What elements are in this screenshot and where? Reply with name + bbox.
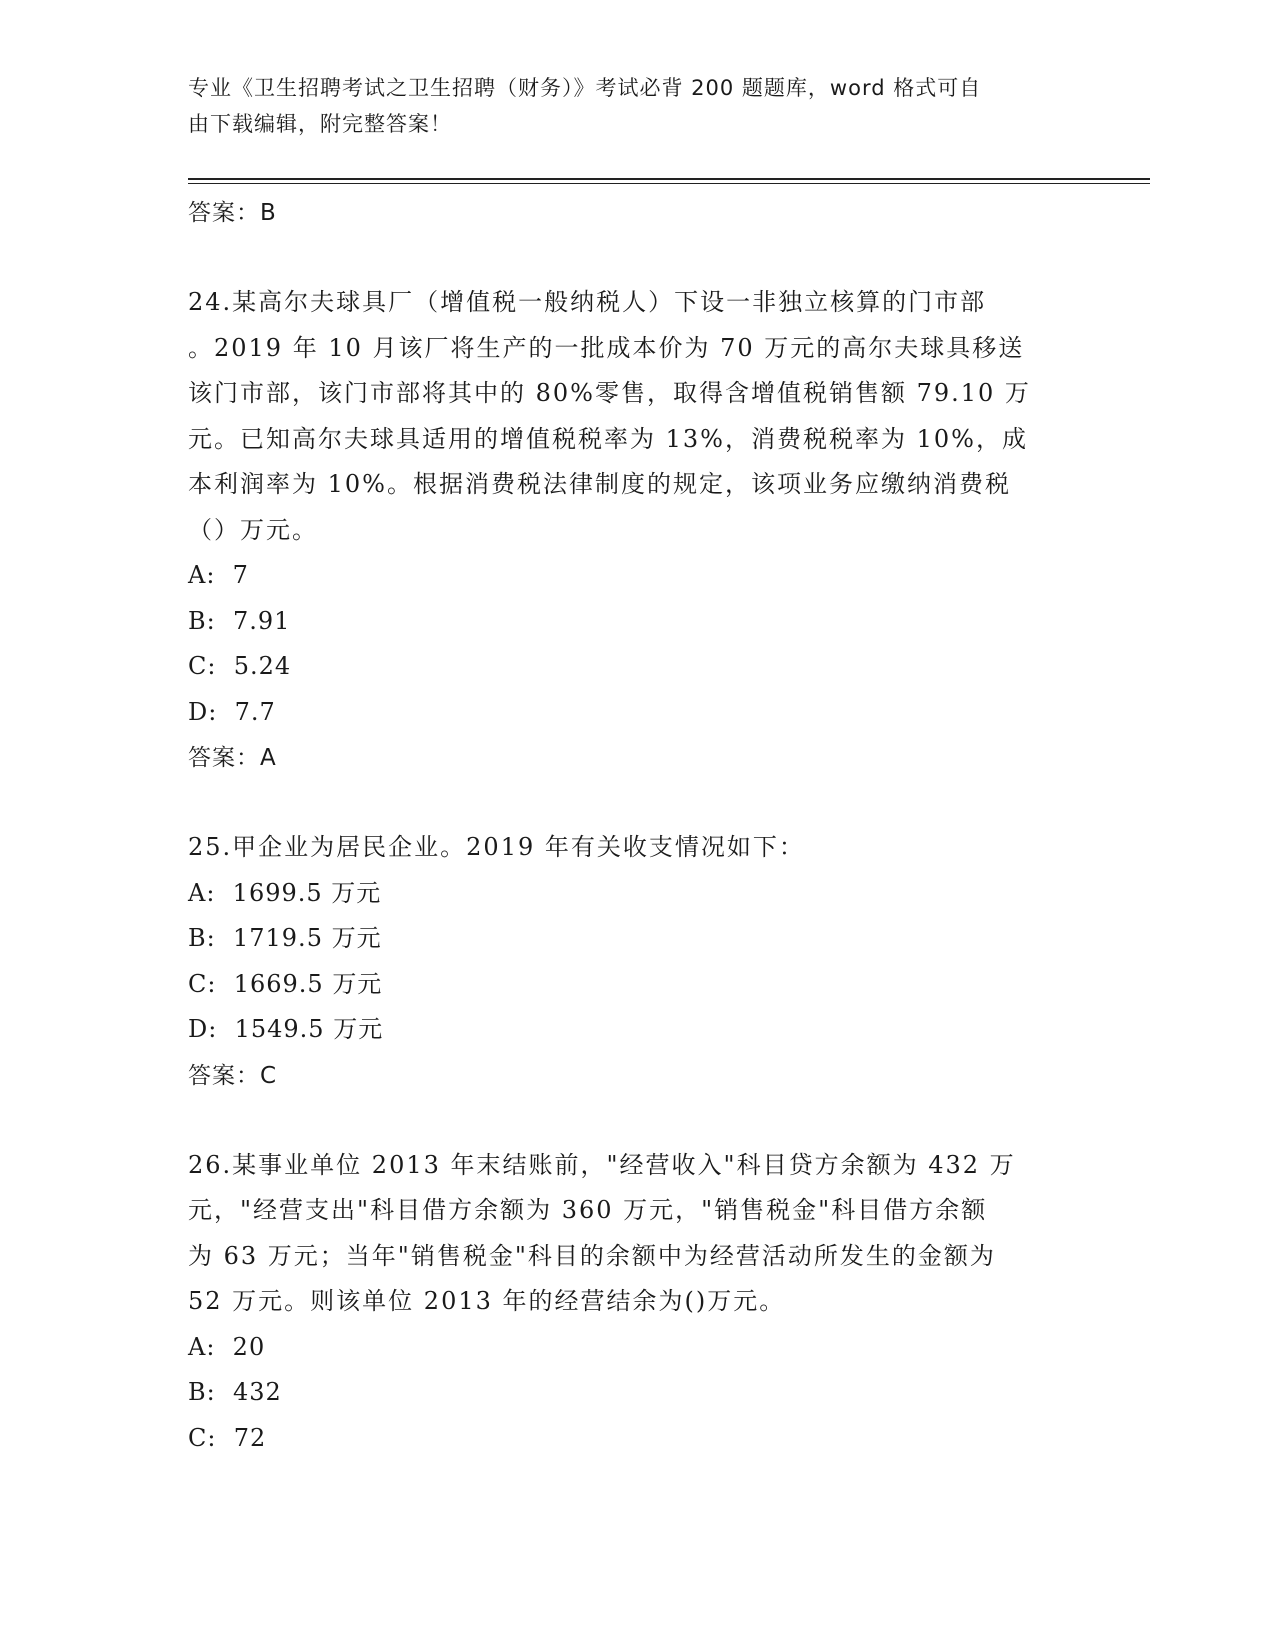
- question-line: （）万元。: [188, 515, 318, 544]
- option-a: A: 20: [188, 1332, 266, 1361]
- question-line: 。2019 年 10 月该厂将生产的一批成本价为 70 万元的高尔夫球具移送: [188, 333, 1025, 362]
- question-text: [188, 1143, 1088, 1325]
- question-line: 为 63 万元；当年"销售税金"科目的余额中为经营活动所发生的金额为: [188, 1241, 996, 1270]
- option-c: C: 1669.5 万元: [188, 969, 383, 998]
- option-a: A: 1699.5 万元: [188, 878, 382, 907]
- question-line: 24.某高尔夫球具厂（增值税一般纳税人）下设一非独立核算的门市部: [188, 288, 987, 316]
- answer-line: 答案：B: [188, 200, 277, 226]
- option-b: B: 432: [188, 1378, 282, 1406]
- document-body: [188, 190, 1088, 1461]
- question-line: 元。已知高尔夫球具适用的增值税税率为 13%，消费税税率为 10%，成: [188, 424, 1028, 453]
- option-c: C: 72: [188, 1423, 267, 1452]
- answer-line: 答案：C: [188, 1062, 278, 1089]
- spacer: [188, 236, 1088, 280]
- question-line: 26.某事业单位 2013 年末结账前，"经营收入"科目贷方余额为 432 万: [188, 1150, 1016, 1179]
- question-text: [188, 280, 1088, 553]
- option-c: C: 5.24: [188, 652, 292, 680]
- option-b: B: 7.91: [188, 606, 291, 635]
- answer-line: 答案：A: [188, 745, 277, 771]
- question-text: [188, 825, 1088, 871]
- question-line: 52 万元。则该单位 2013 年的经营结余为()万元。: [188, 1287, 786, 1315]
- question-line: 元，"经营支出"科目借方余额为 360 万元，"销售税金"科目借方余额: [188, 1196, 988, 1224]
- header-rule-thin: [188, 183, 1150, 184]
- header-line-2: 由下载编辑，附完整答案！: [188, 112, 452, 136]
- question-24: [188, 280, 1088, 781]
- option-d: D: 1549.5 万元: [188, 1015, 384, 1043]
- question-25: [188, 825, 1088, 1099]
- spacer: [188, 1099, 1088, 1143]
- document-header: [188, 70, 1068, 142]
- question-line: 本利润率为 10%。根据消费税法律制度的规定，该项业务应缴纳消费税: [188, 470, 1011, 498]
- question-line: 该门市部，该门市部将其中的 80%零售，取得含增值税销售额 79.10 万: [188, 379, 1031, 407]
- option-d: D: 7.7: [188, 697, 276, 726]
- option-b: B: 1719.5 万元: [188, 924, 382, 952]
- header-line-1: 专业《卫生招聘考试之卫生招聘（财务）》考试必背 200 题题库，word 格式可自: [188, 76, 982, 100]
- header-rule-thick: [188, 178, 1150, 180]
- option-a: A: 7: [188, 561, 249, 589]
- question-line: 25.甲企业为居民企业。2019 年有关收支情况如下：: [188, 833, 805, 861]
- spacer: [188, 781, 1088, 825]
- question-26: [188, 1143, 1088, 1462]
